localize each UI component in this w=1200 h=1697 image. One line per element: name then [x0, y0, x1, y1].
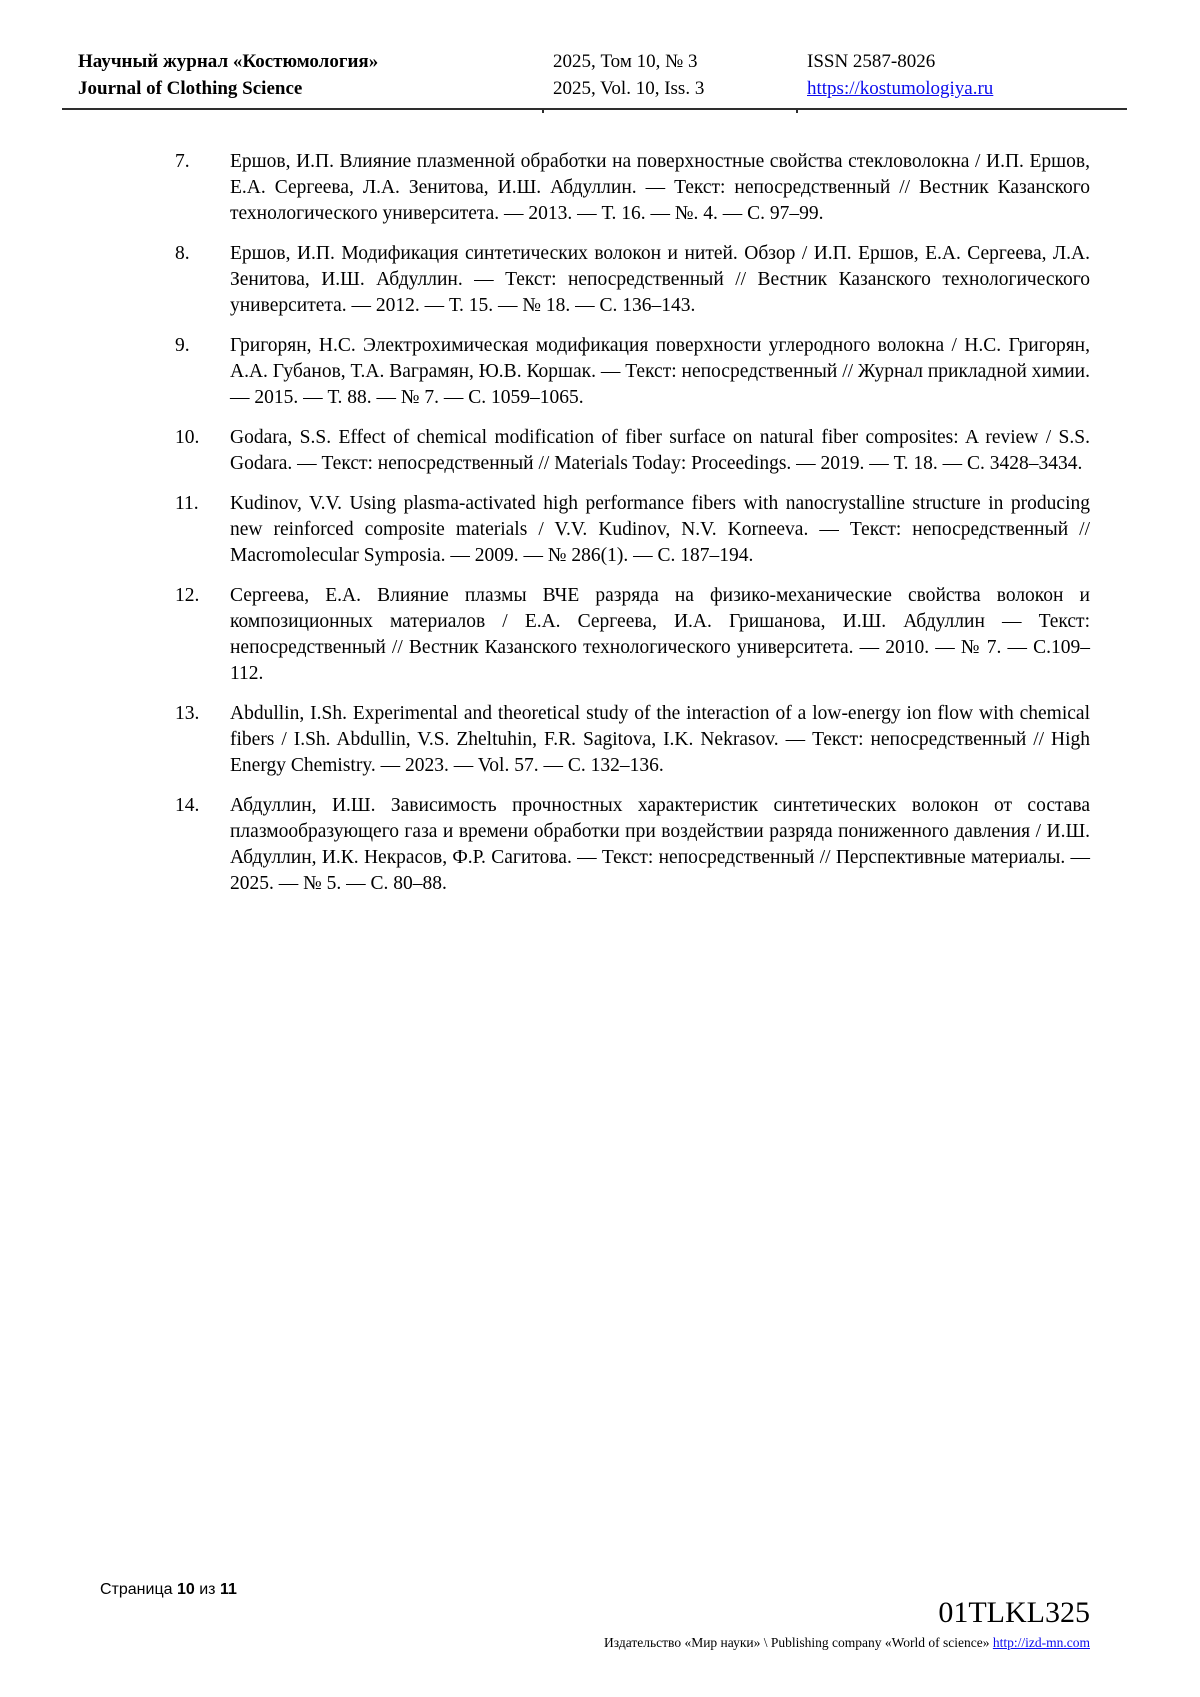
reference-item [78, 241, 1090, 319]
reference-number: 10. [175, 427, 200, 448]
reference-item [78, 583, 1090, 687]
reference-list [78, 149, 1090, 911]
journal-title-en: Journal of Clothing Science [78, 78, 303, 99]
of-word: из [199, 1581, 216, 1598]
reference-number: 12. [175, 585, 200, 606]
issue-info-en: 2025, Vol. 10, Iss. 3 [553, 78, 705, 99]
reference-text: Godara, S.S. Effect of chemical modification of fiber surface on natural fiber composites: A review / S.S. Godara. — Текст: непосредственный // Materials Today: Proceedings. — 2019. — Т. 18. — С. 3428–3434. [230, 427, 1090, 474]
journal-title-ru: Научный журнал «Костюмология» [78, 51, 379, 72]
page-total: 11 [219, 1581, 237, 1598]
reference-number: 13. [175, 703, 200, 724]
issue-info-block [542, 48, 796, 102]
header-column-divider-tick [542, 108, 544, 113]
journal-title-block [62, 48, 542, 102]
issn-block [796, 48, 1127, 102]
page-word: Страница [100, 1581, 173, 1598]
reference-text: Сергеева, Е.А. Влияние плазмы ВЧЕ разряда на физико-механические свойства волокон и композиционных материалов / Е.А. Сергеева, И.А. Гришанова, И.Ш. Абдуллин — Текст: непосредственный // Вестник Казанского технологического университета. — 2010. — № 7. — С.109–112. [230, 585, 1090, 684]
page-header [62, 48, 1127, 110]
reference-text: Абдуллин, И.Ш. Зависимость прочностных характеристик синтетических волокон от состава плазмообразующего газа и времени обработки при воздействии разряда пониженного давления / И.Ш. Абдуллин, И.К. Некрасов, Ф.Р. Сагитова. — Текст: непосредственный // Перспективные материалы. — 2025. — № 5. — С. 80–88. [230, 795, 1090, 894]
reference-number: 9. [175, 335, 190, 356]
reference-item [78, 701, 1090, 779]
reference-number: 8. [175, 243, 190, 264]
publisher-line [604, 1634, 1090, 1651]
journal-site-link[interactable]: https://kostumologiya.ru [807, 78, 994, 99]
reference-text: Ершов, И.П. Влияние плазменной обработки на поверхностные свойства стекловолокна / И.П. Ершов, Е.А. Сергеева, Л.А. Зенитова, И.Ш. Абдуллин. — Текст: непосредственный // Вестник Казанского технологического университета. — 2013. — Т. 16. — №. 4. — С. 97–99. [230, 151, 1090, 224]
reference-text: Abdullin, I.Sh. Experimental and theoretical study of the interaction of a low-energy ion flow with chemical fibers / I.Sh. Abdullin, V.S. Zheltuhin, F.R. Sagitova, I.K. Nekrasov. — Текст: непосредственный // High Energy Chemistry. — 2023. — Vol. 57. — С. 132–136. [230, 703, 1090, 776]
reference-text: Kudinov, V.V. Using plasma-activated high performance fibers with nanocrystalline structure in producing new reinforced composite materials / V.V. Kudinov, N.V. Korneeva. — Текст: непосредственный // Macromolecular Symposia. — 2009. — № 286(1). — С. 187–194. [230, 493, 1090, 566]
page-number-label [100, 1580, 237, 1600]
publisher-site-link[interactable]: http://izd-mn.com [992, 1635, 1090, 1650]
header-column-divider-tick [796, 108, 798, 113]
reference-item [78, 333, 1090, 411]
reference-item [78, 793, 1090, 897]
reference-number: 14. [175, 795, 200, 816]
issn-number: ISSN 2587-8026 [807, 51, 936, 72]
reference-item [78, 491, 1090, 569]
reference-item [78, 425, 1090, 477]
publisher-text: Издательство «Мир науки» \ Publishing company «World of science» [604, 1635, 993, 1650]
reference-number: 11. [175, 493, 199, 514]
page-current: 10 [176, 1581, 195, 1598]
issue-info-ru: 2025, Том 10, № 3 [553, 51, 698, 72]
reference-number: 7. [175, 151, 190, 172]
document-code: 01TLKL325 [938, 1596, 1090, 1629]
reference-text: Ершов, И.П. Модификация синтетических волокон и нитей. Обзор / И.П. Ершов, Е.А. Сергеева, Л.А. Зенитова, И.Ш. Абдуллин. — Текст: непосредственный // Вестник Казанского технологического университета. — 2012. — Т. 15. — № 18. — С. 136–143. [230, 243, 1090, 316]
reference-text: Григорян, Н.С. Электрохимическая модификация поверхности углеродного волокна / Н.С. Григорян, А.А. Губанов, Т.А. Ваграмян, Ю.В. Коршак. — Текст: непосредственный // Журнал прикладной химии. — 2015. — Т. 88. — № 7. — С. 1059–1065. [230, 335, 1090, 408]
reference-item [78, 149, 1090, 227]
